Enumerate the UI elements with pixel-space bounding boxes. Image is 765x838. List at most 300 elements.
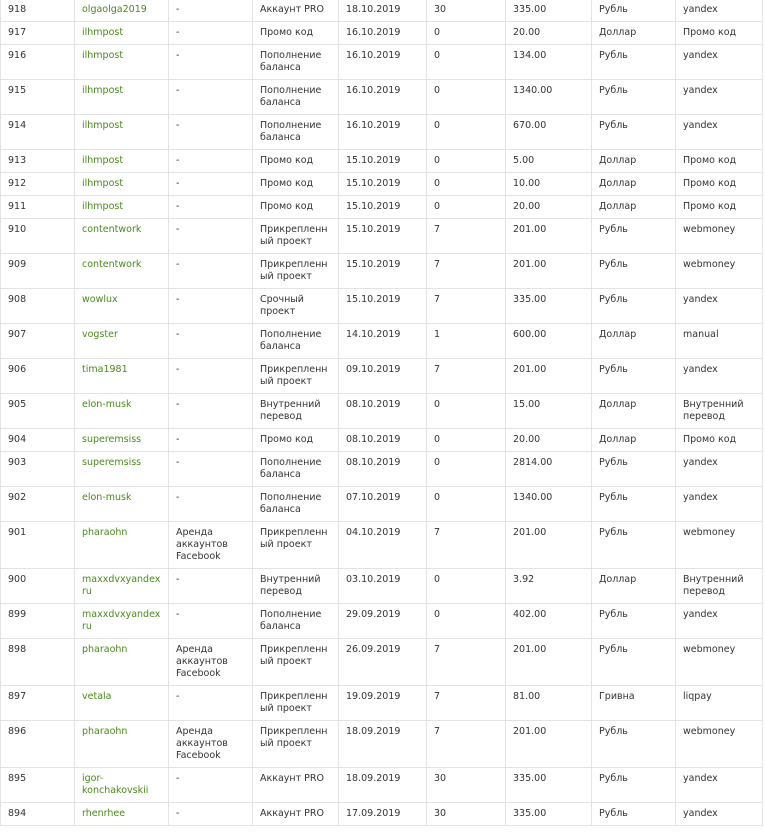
username-link[interactable]: igor-konchakovskii [82, 773, 149, 796]
cell-amount [506, 359, 592, 394]
days-count: 0 [434, 434, 441, 445]
cell-transaction-type [253, 768, 339, 803]
transaction-type: Пополнение баланса [260, 120, 322, 143]
cell-transaction-id [1, 22, 75, 45]
cell-project-description [169, 522, 253, 569]
cell-username-link [75, 639, 169, 686]
cell-project-description [169, 324, 253, 359]
payment-method: webmoney [683, 527, 736, 538]
transaction-id: 896 [8, 726, 27, 737]
cell-days-count [427, 80, 506, 115]
project-description: - [176, 574, 180, 585]
cell-amount [506, 45, 592, 80]
cell-transaction-type [253, 219, 339, 254]
payment-method: yandex [683, 609, 718, 620]
cell-transaction-date [339, 639, 427, 686]
table-row [1, 150, 763, 173]
transaction-type: Промо код [260, 434, 314, 445]
days-count: 7 [434, 294, 441, 305]
project-description: Аренда аккаунтов Facebook [176, 726, 228, 761]
cell-username-link [75, 0, 169, 22]
cell-username-link [75, 359, 169, 394]
cell-transaction-date [339, 487, 427, 522]
username-link[interactable]: ilhmpost [82, 178, 124, 189]
cell-transaction-type [253, 0, 339, 22]
table-row [1, 115, 763, 150]
table-row [1, 219, 763, 254]
currency: Рубль [599, 457, 628, 468]
cell-days-count [427, 324, 506, 359]
username-link[interactable]: olgaolga2019 [82, 4, 147, 15]
currency: Доллар [599, 155, 637, 166]
cell-transaction-id [1, 115, 75, 150]
cell-transaction-date [339, 0, 427, 22]
transaction-id: 898 [8, 644, 27, 655]
username-link[interactable]: tima1981 [82, 364, 128, 375]
cell-project-description [169, 22, 253, 45]
project-description: - [176, 609, 180, 620]
cell-days-count [427, 115, 506, 150]
cell-transaction-date [339, 569, 427, 604]
cell-project-description [169, 487, 253, 522]
cell-amount [506, 639, 592, 686]
cell-transaction-type [253, 686, 339, 721]
transaction-id: 913 [8, 155, 27, 166]
cell-username-link [75, 324, 169, 359]
username-link[interactable]: superemsiss [82, 457, 142, 468]
cell-transaction-type [253, 22, 339, 45]
cell-username-link [75, 803, 169, 826]
cell-currency [592, 359, 676, 394]
cell-username-link [75, 768, 169, 803]
cell-username-link [75, 115, 169, 150]
cell-project-description [169, 721, 253, 768]
currency: Рубль [599, 224, 628, 235]
cell-currency [592, 394, 676, 429]
amount: 201.00 [513, 364, 547, 375]
cell-amount [506, 452, 592, 487]
payment-method: webmoney [683, 644, 736, 655]
cell-transaction-date [339, 115, 427, 150]
username-link[interactable]: ilhmpost [82, 201, 124, 212]
currency: Доллар [599, 399, 637, 410]
transaction-type: Промо код [260, 201, 314, 212]
cell-transaction-date [339, 429, 427, 452]
project-description: - [176, 399, 180, 410]
cell-transaction-type [253, 324, 339, 359]
transaction-id: 894 [8, 808, 27, 819]
transaction-date: 07.10.2019 [346, 492, 401, 503]
cell-days-count [427, 429, 506, 452]
amount: 20.00 [513, 201, 541, 212]
cell-transaction-id [1, 429, 75, 452]
cell-project-description [169, 254, 253, 289]
transaction-date: 08.10.2019 [346, 399, 401, 410]
cell-project-description [169, 45, 253, 80]
cell-project-description [169, 394, 253, 429]
cell-project-description [169, 639, 253, 686]
cell-days-count [427, 359, 506, 394]
transaction-type: Аккаунт PRO [260, 773, 324, 784]
cell-amount [506, 522, 592, 569]
transaction-date: 17.09.2019 [346, 808, 401, 819]
cell-transaction-id [1, 0, 75, 22]
cell-currency [592, 487, 676, 522]
cell-transaction-id [1, 173, 75, 196]
cell-days-count [427, 22, 506, 45]
cell-payment-method [676, 254, 763, 289]
currency: Доллар [599, 329, 637, 340]
project-description: - [176, 329, 180, 340]
cell-transaction-date [339, 394, 427, 429]
transaction-type: Внутренний перевод [260, 399, 321, 422]
cell-amount [506, 173, 592, 196]
table-row [1, 803, 763, 826]
cell-days-count [427, 289, 506, 324]
cell-transaction-id [1, 254, 75, 289]
cell-days-count [427, 639, 506, 686]
cell-payment-method [676, 150, 763, 173]
cell-payment-method [676, 569, 763, 604]
cell-username-link [75, 80, 169, 115]
currency: Гривна [599, 691, 635, 702]
cell-days-count [427, 150, 506, 173]
cell-payment-method [676, 721, 763, 768]
table-row [1, 569, 763, 604]
payment-method: liqpay [683, 691, 712, 702]
transaction-type: Промо код [260, 178, 314, 189]
payment-method: yandex [683, 457, 718, 468]
username-link[interactable]: rhenrhee [82, 808, 126, 819]
cell-currency [592, 569, 676, 604]
amount: 201.00 [513, 644, 547, 655]
cell-transaction-type [253, 394, 339, 429]
cell-amount [506, 803, 592, 826]
cell-username-link [75, 721, 169, 768]
cell-username-link [75, 429, 169, 452]
cell-transaction-type [253, 45, 339, 80]
cell-currency [592, 639, 676, 686]
cell-amount [506, 429, 592, 452]
table-row [1, 429, 763, 452]
cell-transaction-date [339, 604, 427, 639]
cell-transaction-date [339, 289, 427, 324]
payment-method: Промо код [683, 155, 737, 166]
username-link[interactable]: ilhmpost [82, 120, 124, 131]
cell-transaction-type [253, 173, 339, 196]
project-description: Аренда аккаунтов Facebook [176, 644, 228, 679]
days-count: 7 [434, 644, 441, 655]
username-link[interactable]: maxxdvxyandexru [82, 574, 161, 597]
currency: Рубль [599, 492, 628, 503]
cell-transaction-id [1, 803, 75, 826]
cell-transaction-date [339, 196, 427, 219]
cell-payment-method [676, 115, 763, 150]
username-link[interactable]: pharaohn [82, 527, 128, 538]
currency: Рубль [599, 773, 628, 784]
cell-payment-method [676, 80, 763, 115]
transaction-id: 911 [8, 201, 27, 212]
project-description: - [176, 492, 180, 503]
project-description: - [176, 434, 180, 445]
cell-days-count [427, 604, 506, 639]
transaction-type: Прикрепленный проект [260, 527, 328, 550]
username-link[interactable]: contentwork [82, 259, 142, 270]
currency: Рубль [599, 644, 628, 655]
cell-project-description [169, 196, 253, 219]
cell-amount [506, 196, 592, 219]
transaction-date: 04.10.2019 [346, 527, 401, 538]
transaction-date: 15.10.2019 [346, 224, 401, 235]
cell-currency [592, 522, 676, 569]
cell-transaction-id [1, 522, 75, 569]
cell-payment-method [676, 289, 763, 324]
cell-transaction-id [1, 196, 75, 219]
amount: 5.00 [513, 155, 535, 166]
days-count: 0 [434, 457, 441, 468]
amount: 402.00 [513, 609, 547, 620]
transaction-date: 15.10.2019 [346, 155, 401, 166]
table-row [1, 80, 763, 115]
days-count: 30 [434, 773, 447, 784]
cell-project-description [169, 452, 253, 487]
table-row [1, 173, 763, 196]
transaction-id: 912 [8, 178, 27, 189]
transaction-id: 902 [8, 492, 27, 503]
cell-transaction-type [253, 359, 339, 394]
transaction-date: 26.09.2019 [346, 644, 401, 655]
project-description: - [176, 201, 180, 212]
cell-transaction-type [253, 803, 339, 826]
payment-method: webmoney [683, 259, 736, 270]
table-row [1, 452, 763, 487]
username-link[interactable]: pharaohn [82, 644, 128, 655]
cell-project-description [169, 604, 253, 639]
transaction-type: Пополнение баланса [260, 492, 322, 515]
username-link[interactable]: wowlux [82, 294, 118, 305]
days-count: 0 [434, 178, 441, 189]
transaction-type: Прикрепленный проект [260, 259, 328, 282]
cell-username-link [75, 254, 169, 289]
transaction-date: 18.09.2019 [346, 773, 401, 784]
days-count: 0 [434, 201, 441, 212]
cell-transaction-id [1, 452, 75, 487]
days-count: 1 [434, 329, 441, 340]
username-link[interactable]: maxxdvxyandexru [82, 609, 161, 632]
username-link[interactable]: ilhmpost [82, 155, 124, 166]
transaction-date: 29.09.2019 [346, 609, 401, 620]
cell-transaction-type [253, 150, 339, 173]
payment-method: yandex [683, 294, 718, 305]
transaction-id: 903 [8, 457, 27, 468]
currency: Доллар [599, 201, 637, 212]
cell-username-link [75, 487, 169, 522]
cell-username-link [75, 173, 169, 196]
cell-currency [592, 803, 676, 826]
transaction-type: Пополнение баланса [260, 85, 322, 108]
transaction-date: 03.10.2019 [346, 574, 401, 585]
cell-days-count [427, 803, 506, 826]
cell-days-count [427, 173, 506, 196]
transaction-type: Прикрепленный проект [260, 726, 328, 749]
cell-currency [592, 604, 676, 639]
cell-transaction-date [339, 686, 427, 721]
transaction-date: 15.10.2019 [346, 201, 401, 212]
transaction-date: 18.09.2019 [346, 726, 401, 737]
cell-payment-method [676, 45, 763, 80]
transaction-id: 905 [8, 399, 27, 410]
cell-days-count [427, 452, 506, 487]
username-link[interactable]: ilhmpost [82, 50, 124, 61]
cell-currency [592, 721, 676, 768]
cell-transaction-date [339, 522, 427, 569]
payment-method: yandex [683, 773, 718, 784]
cell-username-link [75, 22, 169, 45]
cell-transaction-type [253, 639, 339, 686]
table-row [1, 22, 763, 45]
days-count: 7 [434, 527, 441, 538]
cell-transaction-date [339, 80, 427, 115]
payment-method: Внутренний перевод [683, 574, 744, 597]
username-link[interactable]: superemsiss [82, 434, 142, 445]
cell-days-count [427, 196, 506, 219]
cell-currency [592, 45, 676, 80]
cell-payment-method [676, 452, 763, 487]
cell-payment-method [676, 324, 763, 359]
transaction-id: 909 [8, 259, 27, 270]
days-count: 0 [434, 120, 441, 131]
days-count: 7 [434, 259, 441, 270]
project-description: - [176, 808, 180, 819]
cell-project-description [169, 289, 253, 324]
cell-project-description [169, 115, 253, 150]
project-description: - [176, 178, 180, 189]
currency: Доллар [599, 178, 637, 189]
cell-payment-method [676, 604, 763, 639]
cell-amount [506, 569, 592, 604]
cell-project-description [169, 173, 253, 196]
transaction-date: 08.10.2019 [346, 434, 401, 445]
amount: 1340.00 [513, 492, 553, 503]
cell-currency [592, 254, 676, 289]
cell-transaction-date [339, 721, 427, 768]
transactions-table-body [1, 0, 763, 826]
currency: Рубль [599, 527, 628, 538]
days-count: 7 [434, 224, 441, 235]
days-count: 7 [434, 691, 441, 702]
cell-username-link [75, 522, 169, 569]
transaction-type: Аккаунт PRO [260, 4, 324, 15]
transaction-id: 917 [8, 27, 27, 38]
project-description: - [176, 691, 180, 702]
cell-amount [506, 80, 592, 115]
cell-payment-method [676, 394, 763, 429]
cell-amount [506, 22, 592, 45]
cell-project-description [169, 686, 253, 721]
cell-days-count [427, 254, 506, 289]
username-link[interactable]: vetala [82, 691, 112, 702]
transaction-type: Аккаунт PRO [260, 808, 324, 819]
cell-username-link [75, 196, 169, 219]
project-description: - [176, 27, 180, 38]
cell-transaction-date [339, 150, 427, 173]
username-link[interactable]: elon-musk [82, 492, 132, 503]
table-row [1, 359, 763, 394]
cell-amount [506, 0, 592, 22]
cell-transaction-date [339, 173, 427, 196]
days-count: 0 [434, 574, 441, 585]
username-link[interactable]: ilhmpost [82, 27, 124, 38]
payment-method: yandex [683, 85, 718, 96]
username-link[interactable]: elon-musk [82, 399, 132, 410]
cell-transaction-date [339, 359, 427, 394]
cell-transaction-type [253, 80, 339, 115]
days-count: 7 [434, 726, 441, 737]
cell-username-link [75, 289, 169, 324]
cell-days-count [427, 522, 506, 569]
username-link[interactable]: contentwork [82, 224, 142, 235]
cell-transaction-type [253, 196, 339, 219]
cell-currency [592, 80, 676, 115]
days-count: 7 [434, 364, 441, 375]
project-description: - [176, 120, 180, 131]
cell-transaction-date [339, 803, 427, 826]
cell-transaction-date [339, 324, 427, 359]
cell-currency [592, 0, 676, 22]
amount: 1340.00 [513, 85, 553, 96]
days-count: 30 [434, 4, 447, 15]
project-description: - [176, 364, 180, 375]
cell-currency [592, 22, 676, 45]
transaction-type: Пополнение баланса [260, 457, 322, 480]
transaction-type: Пополнение баланса [260, 50, 322, 73]
transaction-type: Внутренний перевод [260, 574, 321, 597]
days-count: 0 [434, 85, 441, 96]
username-link[interactable]: ilhmpost [82, 85, 124, 96]
transaction-type: Пополнение баланса [260, 329, 322, 352]
table-row [1, 604, 763, 639]
cell-transaction-id [1, 359, 75, 394]
project-description: - [176, 85, 180, 96]
cell-days-count [427, 721, 506, 768]
amount: 335.00 [513, 4, 547, 15]
username-link[interactable]: vogster [82, 329, 118, 340]
username-link[interactable]: pharaohn [82, 726, 128, 737]
cell-days-count [427, 45, 506, 80]
cell-transaction-id [1, 394, 75, 429]
transaction-id: 916 [8, 50, 27, 61]
payment-method: manual [683, 329, 719, 340]
payment-method: yandex [683, 120, 718, 131]
cell-currency [592, 173, 676, 196]
cell-amount [506, 150, 592, 173]
cell-project-description [169, 803, 253, 826]
cell-transaction-id [1, 487, 75, 522]
transaction-id: 918 [8, 4, 27, 15]
cell-project-description [169, 150, 253, 173]
transaction-type: Прикрепленный проект [260, 364, 328, 387]
cell-amount [506, 254, 592, 289]
cell-currency [592, 289, 676, 324]
cell-days-count [427, 686, 506, 721]
table-row [1, 522, 763, 569]
transaction-id: 910 [8, 224, 27, 235]
cell-transaction-id [1, 324, 75, 359]
cell-payment-method [676, 219, 763, 254]
table-row [1, 721, 763, 768]
cell-currency [592, 324, 676, 359]
payment-method: Промо код [683, 178, 737, 189]
